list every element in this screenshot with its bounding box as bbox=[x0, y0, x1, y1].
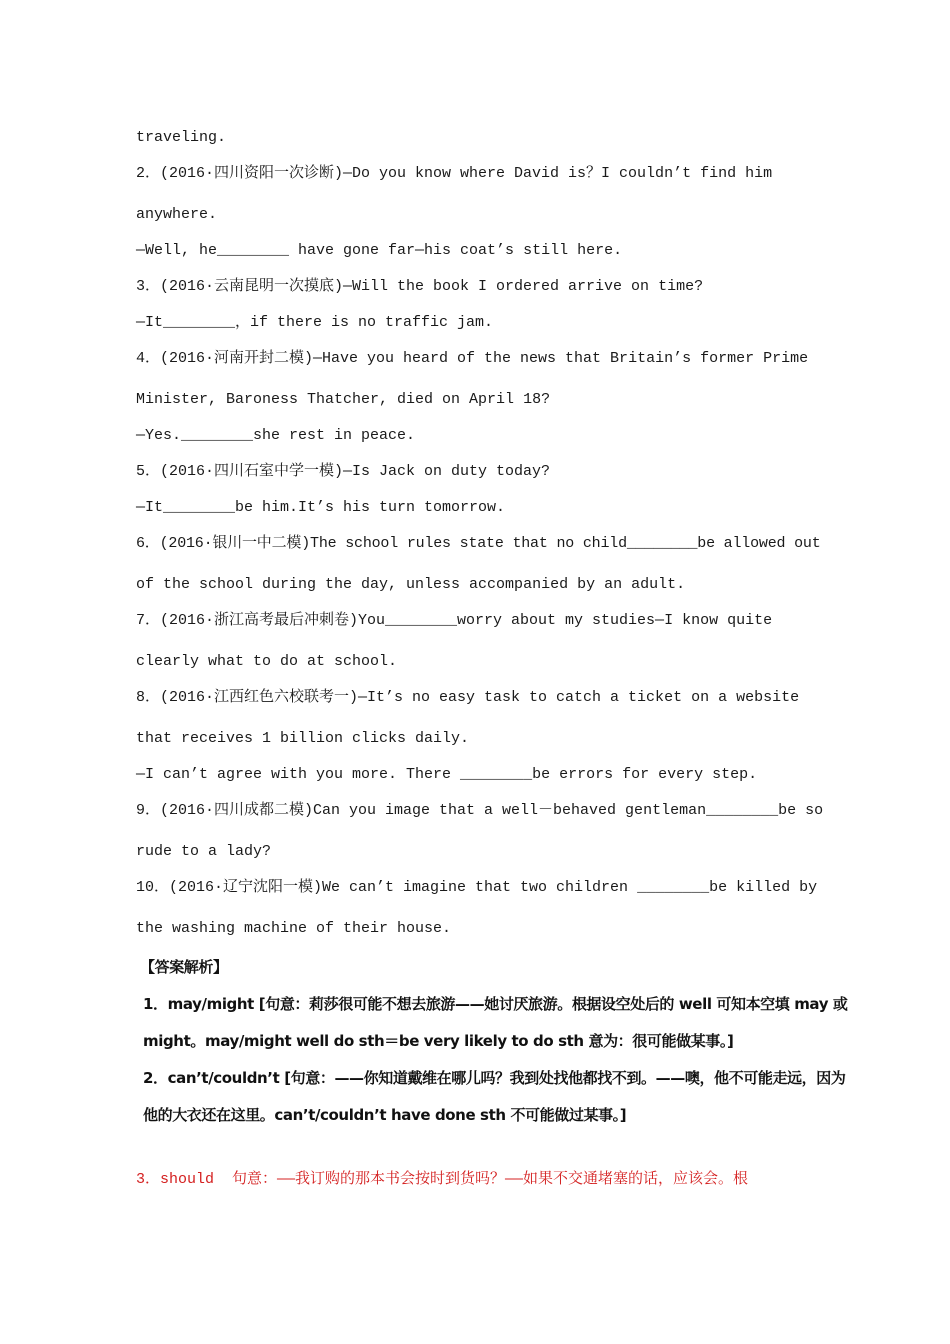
text-line: —I can’t agree with you more. There ________be errors for every step. bbox=[136, 766, 758, 783]
question-8: 8．(2016·江西红色六校联考一)—It’s no easy task to catch a ticket on a website bbox=[136, 689, 800, 706]
question-5: 5．(2016·四川石室中学一模)—Is Jack on duty today? bbox=[136, 463, 551, 480]
text-line: traveling. bbox=[136, 129, 227, 146]
answer-3: 3．should 句意：——我订购的那本书会按时到货吗？——如果不交通堵塞的话，应该会。根 bbox=[136, 1171, 749, 1188]
text-line: Minister, Baroness Thatcher, died on April 18? bbox=[136, 391, 551, 408]
question-6: 6．(2016·银川一中二模)The school rules state that no child________be allowed out bbox=[136, 535, 821, 552]
answer-1: 1．may/might [句意：莉莎很可能不想去旅游——她讨厌旅游。根据设空处后的 well 可知本空填 may 或 bbox=[143, 995, 848, 1013]
question-4: 4．(2016·河南开封二模)—Have you heard of the news that Britain’s former Prime bbox=[136, 350, 809, 367]
answer-1-cont: might。may/might well do sth＝be very likely to do sth 意为：很可能做某事。] bbox=[143, 1032, 734, 1050]
text-line: clearly what to do at school. bbox=[136, 653, 398, 670]
text-line: anywhere. bbox=[136, 206, 218, 223]
text-line: that receives 1 billion clicks daily. bbox=[136, 730, 470, 747]
text-line: —It________，if there is no traffic jam. bbox=[136, 314, 494, 331]
question-2: 2．(2016·四川资阳一次诊断)—Do you know where David is？I couldn’t find him bbox=[136, 165, 773, 182]
text-line: the washing machine of their house. bbox=[136, 920, 452, 937]
answer-2-cont: 他的大衣还在这里。can’t/couldn’t have done sth 不可能做过某事。] bbox=[143, 1106, 627, 1124]
question-7: 7．(2016·浙江高考最后冲刺卷)You________worry about my studies—I know quite bbox=[136, 612, 773, 629]
text-line: of the school during the day, unless accompanied by an adult. bbox=[136, 576, 686, 593]
text-line: —Yes.________she rest in peace. bbox=[136, 427, 416, 444]
question-3: 3．(2016·云南昆明一次摸底)—Will the book I ordered arrive on time? bbox=[136, 278, 704, 295]
question-9: 9．(2016·四川成都二模)Can you image that a well－behaved gentleman________be so bbox=[136, 802, 824, 819]
answers-header: 【答案解析】 bbox=[140, 958, 228, 976]
question-10: 10．(2016·辽宁沈阳一模)We can’t imagine that two children ________be killed by bbox=[136, 879, 818, 896]
text-line: —Well, he________ have gone far—his coat’s still here. bbox=[136, 242, 623, 259]
answer-2: 2．can’t/couldn’t [句意：——你知道戴维在哪儿吗？我到处找他都找不到。——噢，他不可能走远，因为 bbox=[143, 1069, 846, 1087]
text-line: rude to a lady? bbox=[136, 843, 272, 860]
text-line: —It________be him.It’s his turn tomorrow. bbox=[136, 499, 506, 516]
